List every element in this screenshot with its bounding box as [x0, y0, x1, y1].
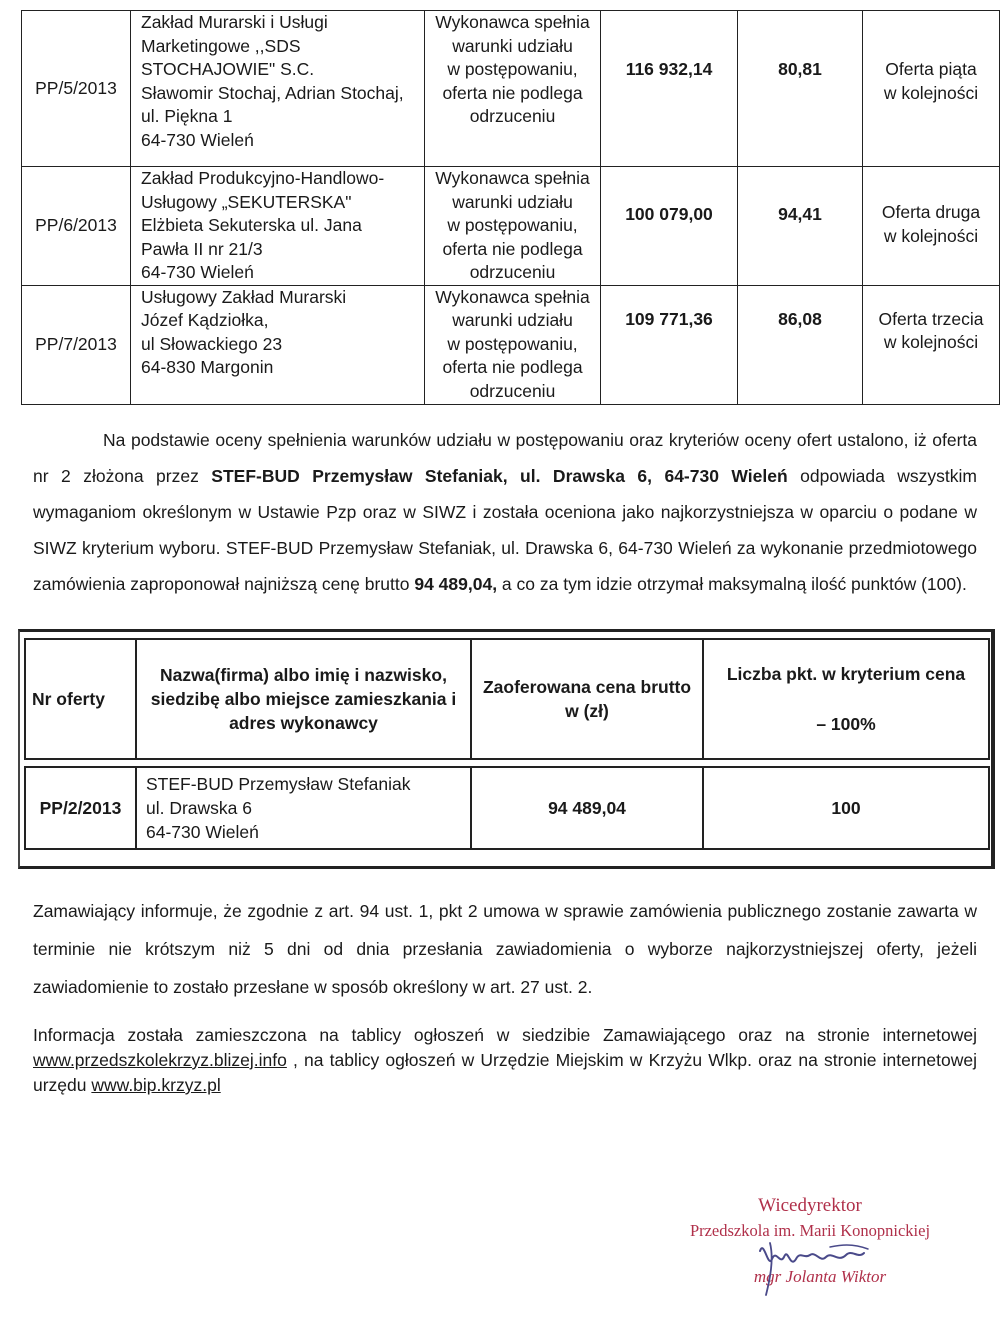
rank-line: Oferta trzecia — [878, 308, 984, 329]
status-line: Wykonawca spełnia — [435, 286, 590, 307]
header-price — [471, 639, 703, 759]
status-line: w postępowaniu, — [447, 333, 578, 354]
status-line: oferta nie podlega — [442, 357, 583, 377]
winner-table-frame — [18, 629, 995, 869]
publication-text-2: , na tablicy ogłoszeń w Urzędzie Miejskim w Krzyżu Wlkp. oraz na stronie internetowej urzędu — [33, 1050, 977, 1095]
header-name — [136, 639, 471, 759]
header-points-line: Liczba pkt. w kryterium cena — [726, 664, 966, 684]
offer-status — [425, 11, 601, 167]
header-price-line: w (zł) — [565, 701, 609, 721]
contractor-line: Usługowy Zakład Murarski — [141, 286, 347, 307]
header-nr: Nr oferty — [25, 639, 136, 759]
status-line: odrzuceniu — [469, 106, 556, 126]
stamp-title: Wicedyrektor — [758, 1195, 862, 1216]
row-name-line: 64-730 Wieleń — [146, 822, 259, 842]
contractor-line: 64-730 Wieleń — [141, 129, 254, 150]
row-gap — [25, 759, 989, 767]
rank-line: w kolejności — [883, 225, 979, 246]
status-line: w postępowaniu, — [447, 59, 578, 79]
offer-points: 80,81 — [738, 11, 863, 167]
offer-number: PP/6/2013 — [22, 167, 131, 286]
status-line: w postępowaniu, — [447, 215, 578, 235]
offer-row — [22, 285, 1000, 404]
offer-number: PP/5/2013 — [22, 11, 131, 167]
status-line: Wykonawca spełnia — [435, 168, 590, 188]
row-name — [136, 767, 471, 849]
offer-contractor — [131, 285, 425, 404]
offer-status — [425, 285, 601, 404]
status-line: Wykonawca spełnia — [435, 12, 590, 32]
rank-line: Oferta druga — [881, 202, 981, 222]
row-nr: PP/2/2013 — [25, 767, 136, 849]
contractor-line: Zakład Produkcyjno-Handlowo- — [141, 168, 385, 188]
row-name-line: ul. Drawska 6 — [146, 798, 253, 818]
offer-row — [22, 167, 1000, 286]
evaluation-paragraph — [33, 422, 977, 602]
evaluation-winner: STEF-BUD Przemysław Stefaniak, ul. Drawska 6, 64-730 Wieleń — [211, 466, 788, 486]
status-line: odrzuceniu — [469, 380, 556, 401]
header-points — [703, 639, 989, 759]
row-points: 100 — [703, 767, 989, 849]
stamp-institution: Przedszkola im. Marii Konopnickiej — [689, 1221, 931, 1240]
offers-table — [21, 10, 1000, 405]
kindergarten-website-link[interactable]: www.przedszkolekrzyz.blizej.info — [33, 1050, 287, 1070]
rank-line: Oferta piąta — [885, 59, 977, 79]
publication-text-1: Informacja została zamieszczona na tablicy ogłoszeń w siedzibie Zamawiającego oraz na stronie internetowej — [33, 1025, 977, 1045]
offer-points: 86,08 — [738, 285, 863, 404]
bip-website-link[interactable]: www.bip.krzyz.pl — [91, 1075, 221, 1095]
status-line: warunki udziału — [452, 35, 573, 56]
contractor-line: Usługowy „SEKUTERSKA" — [141, 191, 352, 212]
evaluation-text-2: odpowiada wszystkim wymaganiom określonym w Ustawie Pzp oraz w SIWZ i została oceniona jako najkorzystniejsza w oparciu o podane w SIWZ kryterium wyboru. STEF-BUD Przemysław Stefaniak, ul. Drawska 6, 64-730 Wieleń za wykonanie przedmiotowego zamówienia zaproponował najniższą cenę brutto — [33, 466, 977, 594]
header-points-line: – 100% — [816, 714, 876, 734]
contractor-line: 64-730 Wieleń — [141, 262, 254, 282]
offer-price: 116 932,14 — [601, 11, 738, 167]
offer-number: PP/7/2013 — [22, 285, 131, 404]
signature-stamp — [640, 1195, 980, 1305]
stamp-person: mgr Jolanta Wiktor — [753, 1267, 887, 1286]
status-line: warunki udziału — [452, 310, 573, 330]
handwritten-signature — [730, 1229, 900, 1301]
contractor-line: Zakład Murarski i Usługi — [141, 12, 328, 32]
offer-price: 100 079,00 — [601, 167, 738, 286]
contractor-line: Pawła II nr 21/3 — [141, 238, 263, 259]
header-name-line: adres wykonawcy — [229, 713, 378, 733]
offer-points: 94,41 — [738, 167, 863, 286]
contractor-line: Józef Kądziołka, — [141, 310, 269, 330]
notice-paragraph — [33, 892, 977, 1006]
status-line: oferta nie podlega — [442, 238, 583, 259]
rank-line: w kolejności — [883, 82, 979, 103]
contractor-line: Marketingowe ,,SDS — [141, 35, 301, 56]
notice-text: Zamawiający informuje, że zgodnie z art. 94 ust. 1, pkt 2 umowa w sprawie zamówienia publicznego zostanie zawarta w terminie nie krótszym niż 5 dni od dnia przesłania zawiadomienia o wyborze najkorzystniejszej oferty, jeżeli zawiadomienie to zostało przesłane w sposób określony w art. 27 ust. 2. — [33, 901, 977, 997]
status-line: warunki udziału — [452, 191, 573, 212]
header-price-line: Zaoferowana cena brutto — [482, 677, 692, 697]
evaluation-text-1: Na podstawie oceny spełnienia warunków udziału w postępowaniu oraz kryteriów oceny ofert ustalono, iż oferta nr 2 złożona przez — [33, 430, 977, 486]
header-name-line: Nazwa(firma) albo imię i nazwisko, — [160, 665, 447, 685]
publication-paragraph — [33, 1023, 977, 1098]
offer-contractor — [131, 11, 425, 167]
rank-line: w kolejności — [883, 332, 979, 352]
contractor-line: ul. Piękna 1 — [141, 106, 233, 126]
row-name-line: STEF-BUD Przemysław Stefaniak — [146, 774, 411, 794]
header-name-line: siedzibę albo miejsce zamieszkania i — [150, 689, 457, 709]
winner-table — [24, 638, 990, 850]
status-line: odrzuceniu — [469, 262, 556, 282]
offer-price: 109 771,36 — [601, 285, 738, 404]
offer-status — [425, 167, 601, 286]
offer-row — [22, 11, 1000, 167]
contractor-line: STOCHAJOWIE" S.C. — [141, 59, 315, 79]
offer-contractor — [131, 167, 425, 286]
contractor-line: ul Słowackiego 23 — [141, 333, 283, 354]
contractor-line: Sławomir Stochaj, Adrian Stochaj, — [141, 82, 404, 103]
offer-rank — [863, 11, 1000, 167]
offer-rank — [863, 167, 1000, 286]
contractor-line: Elżbieta Sekuterska ul. Jana — [141, 215, 362, 235]
status-line: oferta nie podlega — [442, 82, 583, 103]
contractor-line: 64-830 Margonin — [141, 357, 274, 377]
evaluation-price: 94 489,04, — [414, 574, 498, 594]
row-price: 94 489,04 — [471, 767, 703, 849]
evaluation-text-3: a co za tym idzie otrzymał maksymalną ilość punktów (100). — [497, 574, 967, 594]
offer-rank — [863, 285, 1000, 404]
